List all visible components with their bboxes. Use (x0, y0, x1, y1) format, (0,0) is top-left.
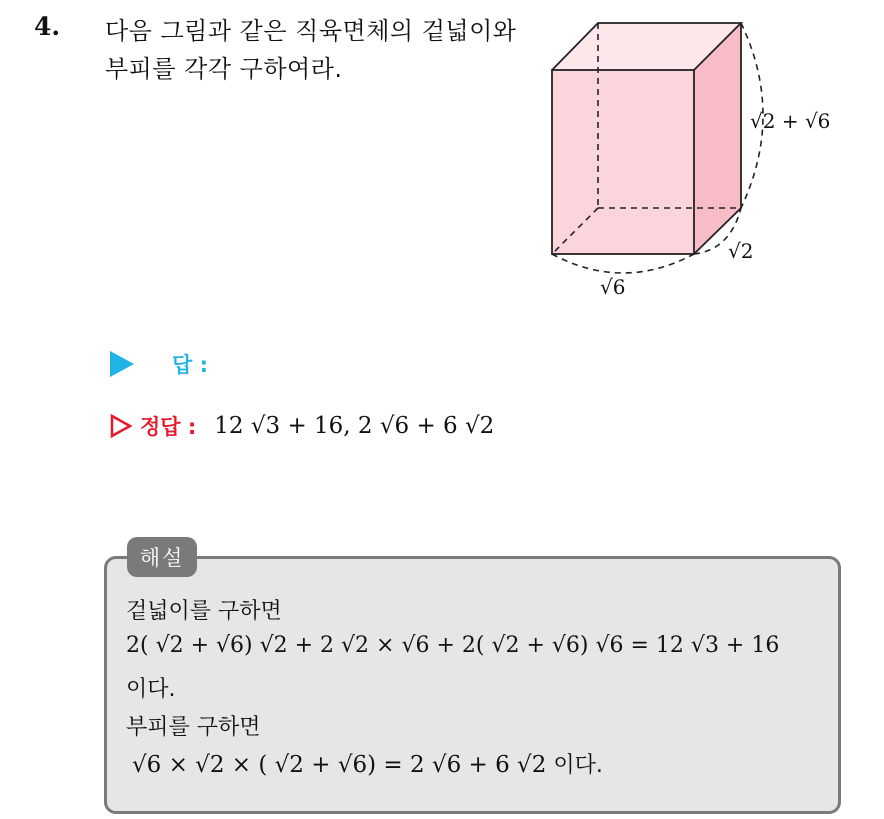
question-number: 4. (34, 12, 61, 41)
correct-answer-row (110, 406, 494, 446)
solution-line-5-math: √6 × √2 × ( √2 + √6) = 2 √6 + 6 √2 (132, 752, 547, 778)
solution-line-5 (132, 748, 603, 779)
solution-line-2: 2( √2 + √6) √2 + 2 √2 × √6 + 2( √2 + √6) √6 = 12 √3 + 16 (126, 633, 780, 658)
correct-value: 12 √3 + 16, 2 √6 + 6 √2 (214, 413, 495, 439)
cuboid-front-face (552, 70, 694, 254)
solution-line-5-tail: 이다. (553, 753, 603, 778)
width-label: √6 (600, 275, 626, 299)
solution-line-4: 부피를 구하면 (126, 715, 261, 740)
correct-arrow-icon (110, 414, 132, 438)
solution-line-1: 겉넓이를 구하면 (126, 599, 282, 624)
height-label: √2 + √6 (750, 109, 831, 133)
cuboid-figure (540, 10, 870, 310)
depth-label: √2 (728, 239, 754, 263)
question-text: 다음 그림과 같은 직육면체의 겉넓이와 부피를 각각 구하여라. (105, 17, 517, 83)
answer-row (110, 344, 208, 384)
answer-arrow-icon (110, 351, 134, 377)
solution-line-3: 이다. (126, 677, 176, 702)
answer-label: 답 : (172, 353, 208, 377)
solution-tag: 해설 (127, 537, 197, 577)
correct-label: 정답 : (140, 415, 197, 439)
